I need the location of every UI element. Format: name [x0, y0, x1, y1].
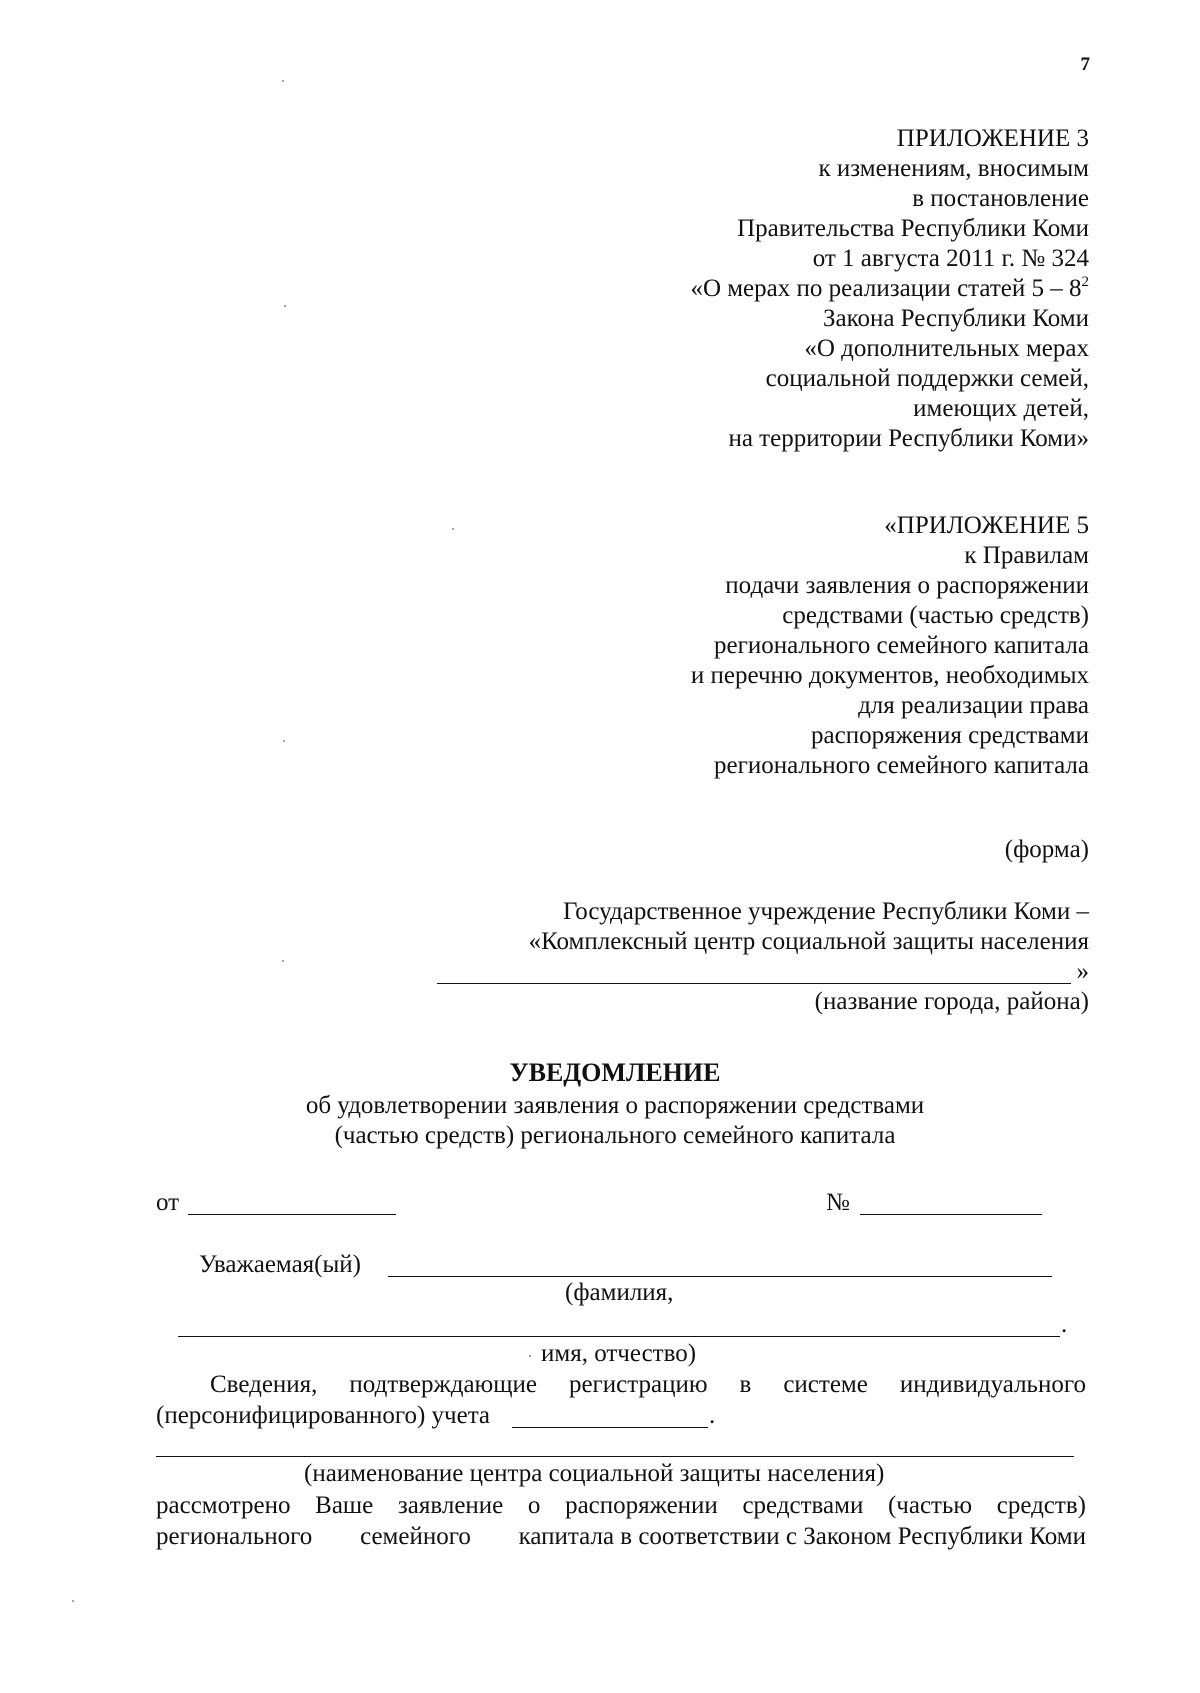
appendix-line: Закона Республики Коми	[822, 305, 1089, 332]
word: о	[527, 1492, 541, 1519]
number-label: №	[826, 1189, 850, 1216]
addressee-line: Государственное учреждение Республики Коми –	[562, 898, 1089, 925]
body-line-2	[156, 1522, 1086, 1552]
appendix-line: имеющих детей,	[913, 395, 1089, 422]
word: подтверждающие	[349, 1371, 537, 1398]
registration-line	[210, 1370, 1086, 1400]
word: Сведения,	[210, 1371, 318, 1398]
word: в	[739, 1371, 752, 1398]
word: распоряжении	[565, 1492, 718, 1519]
scan-speck	[452, 528, 454, 530]
recipient-name-field[interactable]	[178, 1336, 1060, 1337]
date-field[interactable]	[188, 1214, 396, 1215]
word: средств)	[996, 1492, 1086, 1519]
word: Ваше	[315, 1492, 374, 1519]
word: системе	[783, 1371, 868, 1398]
appendix-line: средствами (частью средств)	[782, 602, 1089, 629]
body-line-1	[156, 1491, 1086, 1521]
word: (частью	[887, 1492, 973, 1519]
appendix-line: Правительства Республики Коми	[737, 215, 1089, 242]
scan-speck	[529, 1355, 531, 1357]
word: индивидуального	[899, 1371, 1086, 1398]
number-field[interactable]	[860, 1214, 1042, 1215]
scan-speck	[284, 305, 286, 307]
scan-speck	[72, 1600, 74, 1602]
form-label: (форма)	[1004, 836, 1089, 863]
registration-line-2: (персонифицированного) учета	[156, 1402, 491, 1429]
appendix-line: на территории Республики Коми»	[728, 425, 1089, 452]
appendix-3-header	[690, 124, 1089, 454]
name-caption: имя, отчество)	[541, 1340, 697, 1367]
notice-title: УВЕДОМЛЕНИЕ	[509, 1058, 721, 1087]
surname-caption: (фамилия,	[565, 1279, 674, 1306]
addressee-line: «Комплексный центр социальной защиты населения	[528, 928, 1089, 955]
closing-quote: »	[1076, 958, 1089, 985]
appendix-line: социальной поддержки семей,	[765, 365, 1089, 392]
city-district-caption: (название города, района)	[814, 988, 1089, 1015]
period: .	[1061, 1311, 1068, 1338]
word: заявление	[397, 1492, 504, 1519]
appendix-5-header	[691, 511, 1089, 781]
snils-field[interactable]	[512, 1427, 708, 1428]
appendix-line: в постановление	[912, 185, 1089, 212]
center-name-field[interactable]	[156, 1456, 1074, 1457]
scan-speck	[282, 960, 284, 962]
appendix-line: для реализации права	[858, 692, 1089, 719]
appendix-line: к изменениям, вносимым	[818, 155, 1089, 182]
superscript: 2	[1081, 274, 1089, 290]
appendix-line: «О дополнительных мерах	[804, 335, 1089, 362]
appendix-line: регионального семейного капитала	[713, 632, 1089, 659]
appendix-line: от 1 августа 2011 г. № 324	[812, 245, 1089, 272]
appendix-line: ПРИЛОЖЕНИЕ 3	[896, 125, 1089, 152]
appendix-line: к Правилам	[964, 542, 1089, 569]
scan-speck	[283, 740, 285, 742]
scan-speck	[282, 80, 284, 82]
recipient-surname-field[interactable]	[388, 1276, 1052, 1277]
word: регионального	[156, 1523, 313, 1550]
subtitle-line: (частью средств) регионального семейного капитала	[334, 1122, 896, 1149]
from-label: от	[156, 1189, 180, 1216]
word: рассмотрено	[156, 1492, 291, 1519]
appendix-line: «ПРИЛОЖЕНИЕ 5	[884, 512, 1089, 539]
appendix-line: подачи заявления о распоряжении	[725, 572, 1089, 599]
appendix-line: распоряжения средствами	[811, 722, 1089, 749]
city-district-field[interactable]	[437, 983, 1071, 984]
appendix-line: и перечню документов, необходимых	[690, 662, 1089, 689]
word: средствами	[742, 1492, 864, 1519]
addressee-block	[529, 897, 1089, 1017]
notice-subtitle	[0, 1091, 1200, 1151]
center-caption: (наименование центра социальной защиты населения)	[304, 1460, 885, 1487]
page-number: 7	[1080, 54, 1090, 75]
word: семейного	[360, 1523, 471, 1550]
period: .	[709, 1402, 716, 1429]
appendix-line: регионального семейного капитала	[713, 752, 1089, 779]
dear-label: Уважаемая(ый)	[199, 1251, 361, 1278]
word: капитала в соответствии с Законом Республики Коми	[518, 1523, 1086, 1550]
appendix-line	[690, 274, 1089, 304]
word: регистрацию	[568, 1371, 708, 1398]
subtitle-line: об удовлетворении заявления о распоряжении средствами	[305, 1092, 925, 1119]
appendix-line-text: «О мерах по реализации статей 5 – 8	[690, 275, 1082, 302]
